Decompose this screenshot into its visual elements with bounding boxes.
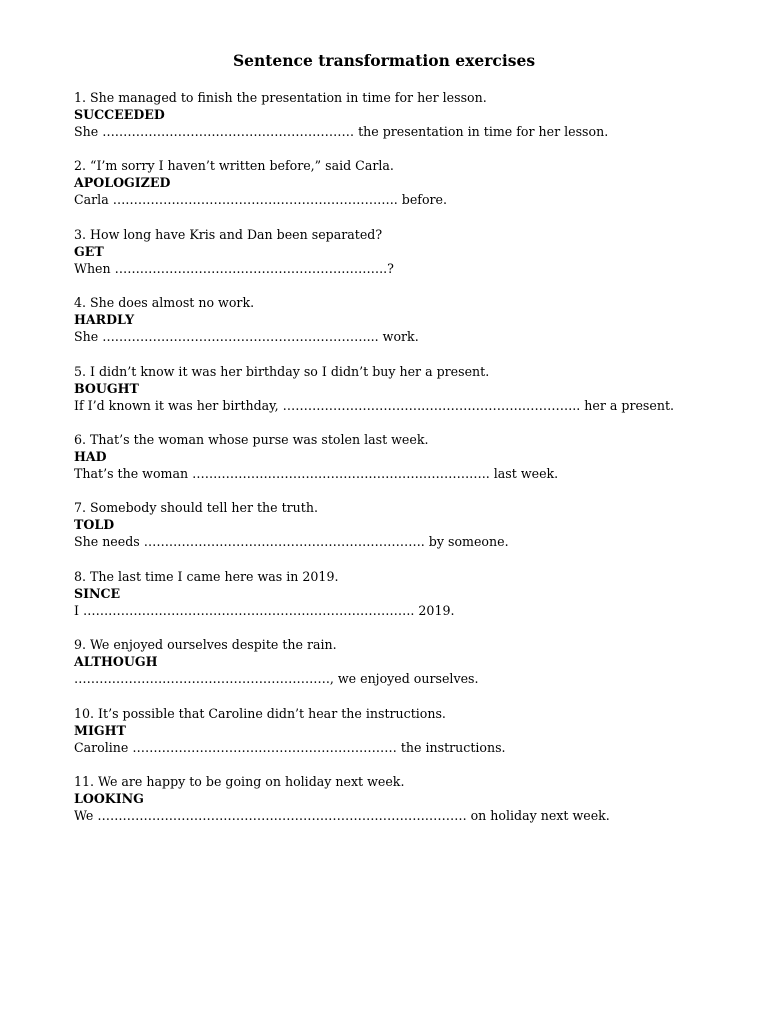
exercise-keyword: MIGHT [74, 722, 126, 738]
exercise-2 [74, 157, 754, 208]
exercise-keyword: GET [74, 243, 104, 259]
exercise-prompt: 8. The last time I came here was in 2019. [74, 568, 339, 584]
exercise-list [74, 89, 754, 841]
exercise-answer: She needs …………………………………………………………. by someone. [74, 534, 509, 550]
exercise-prompt: 9. We enjoyed ourselves despite the rain. [74, 637, 337, 653]
exercise-prompt: 3. How long have Kris and Dan been separated? [74, 226, 383, 242]
exercise-11 [74, 773, 754, 824]
exercise-keyword: HAD [74, 448, 107, 464]
exercise-answer: She …………………………………………………… the presentation in time for her lesson. [74, 124, 609, 139]
exercise-4 [74, 294, 754, 345]
exercise-keyword: ALTHOUGH [74, 654, 158, 670]
exercise-9 [74, 636, 754, 687]
exercise-3 [74, 226, 754, 277]
exercise-1 [74, 89, 754, 140]
exercise-answer: When ………………………………………………………..? [74, 260, 394, 276]
exercise-prompt: 5. I didn’t know it was her birthday so I didn’t buy her a present. [74, 363, 490, 379]
exercise-answer: Caroline ……………………………………………………… the instructions. [74, 739, 506, 755]
exercise-answer: Carla ………………………………………………………….. before. [74, 192, 448, 208]
exercise-keyword: LOOKING [74, 790, 144, 806]
exercise-answer: I ……………………………………………………………………. 2019. [74, 602, 455, 618]
exercise-prompt: 11. We are happy to be going on holiday next week. [74, 773, 405, 789]
exercise-keyword: SUCCEEDED [74, 107, 165, 122]
exercise-keyword: TOLD [74, 517, 115, 533]
page-title: Sentence transformation exercises [232, 51, 536, 70]
exercise-answer: ……………………………………………………., we enjoyed ourselves. [74, 671, 479, 687]
exercise-answer: She ………………………………………………………... work. [74, 329, 419, 345]
exercise-keyword: APOLOGIZED [74, 175, 171, 191]
exercise-keyword: BOUGHT [74, 380, 139, 396]
exercise-prompt: 2. “I’m sorry I haven’t written before,” said Carla. [74, 158, 394, 174]
exercise-5 [74, 363, 754, 414]
exercise-prompt: 7. Somebody should tell her the truth. [74, 500, 318, 516]
exercise-8 [74, 568, 754, 619]
exercise-keyword: SINCE [74, 585, 121, 601]
exercise-6 [74, 431, 754, 482]
exercise-answer: If I’d known it was her birthday, …………………………………………………………….. her a present. [74, 397, 675, 413]
exercise-prompt: 4. She does almost no work. [74, 295, 255, 311]
exercise-prompt: 10. It’s possible that Caroline didn’t hear the instructions. [74, 705, 446, 721]
exercise-answer: We ……………………………………………………………………………. on holiday next week. [74, 807, 610, 823]
exercise-keyword: HARDLY [74, 312, 135, 328]
exercise-prompt: 6. That’s the woman whose purse was stolen last week. [74, 431, 429, 447]
exercise-7 [74, 499, 754, 550]
exercise-answer: That’s the woman …………………………………………………………….. last week. [74, 465, 559, 481]
exercise-prompt: 1. She managed to finish the presentation in time for her lesson. [74, 90, 487, 105]
exercise-10 [74, 705, 754, 756]
